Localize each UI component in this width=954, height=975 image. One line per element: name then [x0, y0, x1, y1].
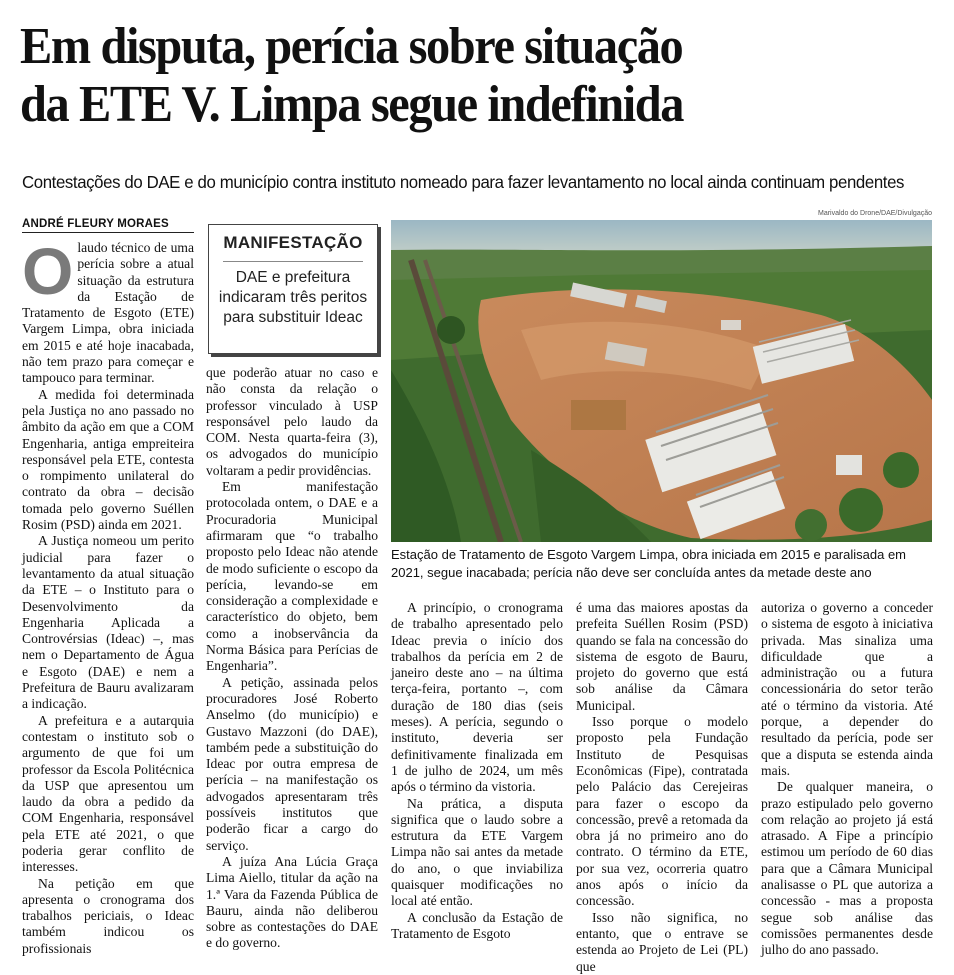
article-column-4: [576, 600, 748, 975]
article-column-5: [761, 600, 933, 959]
article-column-3: [391, 600, 563, 942]
paragraph: A prefeitura e a autarquia contestam o instituto sob o argumento de que foi um professor da Escola Politécnica da USP que apresentou um laudo da obra a pedido da COM Engenharia, responsável pela ETE até 2021, o que poderia gerar conflito de interesses.: [22, 712, 194, 875]
sidebar-title: MANIFESTAÇÃO: [223, 233, 363, 252]
paragraph: A juíza Ana Lúcia Graça Lima Aiello, titular da ação na 1.ª Vara da Fazenda Pública de Bauru, ainda não deliberou sobre as contestações do DAE e do governo.: [206, 853, 378, 951]
paragraph: Na petição em que apresenta o cronograma dos trabalhos periciais, o Ideac também indicou os profissionais: [22, 875, 194, 956]
paragraph: A Justiça nomeou um perito judicial para fazer o levantamento da atual situação da ETE – o Instituto para o Desenvolvimento da Engenharia Aplicada a Controvérsias (Ideac) –, mas nem o Departamento de Água e Esgoto (DAE) e nem a Prefeitura de Bauru avalizaram a indicação.: [22, 533, 194, 712]
sidebar-divider: [223, 261, 363, 262]
paragraph: Na prática, a disputa significa que o laudo sobre a estrutura da ETE Vargem Limpa não sai antes da metade do ano, o que inviabiliza quaisquer modificações no local até então.: [391, 795, 563, 909]
article-column-2: [206, 365, 378, 952]
headline: [20, 18, 876, 134]
byline: ANDRÉ FLEURY MORAES: [22, 218, 194, 233]
paragraph: A medida foi determinada pela Justiça no ano passado no âmbito da ação em que a COM Engenharia, antiga empreiteira responsável pela ETE, contesta o rompimento unilateral do contrato da obra – decisão tomada pelo governo Suéllen Rosim (PSD) ainda em 2021.: [22, 386, 194, 533]
sidebar-text: DAE e prefeitura indicaram três peritos para substituir Ideac: [218, 269, 368, 326]
paragraph: De qualquer maneira, o prazo estipulado pelo governo com relação ao projeto já está atrasado. A Fipe a princípio estimou um período de 60 dias para que a Câmara Municipal analisasse o PL que autoriza a concessão - mas a proposta segue sob análise das comissões permanentes desde julho do ano passado.: [761, 779, 933, 958]
paragraph: A conclusão da Estação de Tratamento de Esgoto: [391, 909, 563, 941]
paragraph: autoriza o governo a conceder o sistema de esgoto à iniciativa privada. Mas sinaliza uma dificuldade que a administração ou a futura concessionária do setor terão até o término da vistoria. Até porque, a depender do resultado da perícia, pode ser que a disputa se estenda ainda mais.: [761, 600, 933, 778]
headline-line-2: da ETE V. Limpa segue indefinida: [20, 76, 684, 133]
paragraph: A princípio, o cronograma de trabalho apresentado pelo Ideac previa o início dos trabalhos da perícia em 2 de janeiro deste ano – na última terça-feira, portanto –, com duração de 180 dias (seis meses). A perícia, segundo o instituto, deveria ser definitivamente finalizada em 1 de julho de 2024, um mês após o término da vistoria.: [391, 600, 563, 795]
subheadline: Contestações do DAE e do município contra instituto nomeado para fazer levantamento no local ainda continuam pendentes: [22, 172, 905, 192]
drop-cap: O: [22, 234, 74, 308]
paragraph: Em manifestação protocolada ontem, o DAE e a Procuradoria Municipal afirmaram que “o trabalho proposto pelo Ideac não atende de modo suficiente o escopo da perícia, levando-se em consideração a complexidade e característico do objeto, bem como a inobservância da Norma Básica para Perícias de Engenharia”.: [206, 479, 378, 674]
paragraph: Isso porque o modelo proposto pela Fundação Instituto de Pesquisas Econômicas (Fipe), contratada pelo Palácio das Cerejeiras para fazer o escopo da concessão, prevê a retomada da obra já no primeiro ano do contrato. O término da ETE, por sua vez, ocorreria quatro anos após o início da concessão.: [576, 714, 748, 909]
article-column-1: [22, 234, 194, 957]
paragraph: é uma das maiores apostas da prefeita Suéllen Rosim (PSD) quando se fala na concessão do sistema de esgoto de Bauru, projeto do governo que está sob análise da Câmara Municipal.: [576, 600, 748, 713]
aerial-photo-illustration: [391, 220, 932, 542]
sidebar-box: [208, 224, 378, 354]
paragraph: Olaudo técnico de uma perícia sobre a atual situação da estrutura da Estação de Tratamento de Esgoto (ETE) Vargem Limpa, obra iniciada em 2015 e até hoje inacabada, não tem prazo para começar e tampouco para terminar.: [22, 234, 194, 386]
paragraph: que poderão atuar no caso e não consta da relação o professor vinculado à USP responsável pelo laudo da COM. Nesta quarta-feira (3), os advogados do município voltaram a pedir providências.: [206, 365, 378, 478]
headline-line-1: Em disputa, perícia sobre situação: [20, 18, 683, 75]
photo-caption: Estação de Tratamento de Esgoto Vargem Limpa, obra iniciada em 2015 e paralisada em 2021, segue inacabada; perícia não deve ser concluída antes da metade deste ano: [391, 547, 907, 580]
photo-credit: Marivaldo do Drone/DAE/Divulgação: [818, 210, 932, 217]
paragraph: Isso não significa, no entanto, que o entrave se estenda ao Projeto de Lei (PL) que: [576, 909, 748, 974]
aerial-photo: [391, 220, 932, 542]
paragraph: A petição, assinada pelos procuradores José Roberto Anselmo (do município) e Gustavo Mazzoni (do DAE), também pede a substituição do Ideac por outra empresa de perícia – na manifestação os advogados apresentaram três possíveis institutos que poderão ficar a cargo do serviço.: [206, 674, 378, 853]
